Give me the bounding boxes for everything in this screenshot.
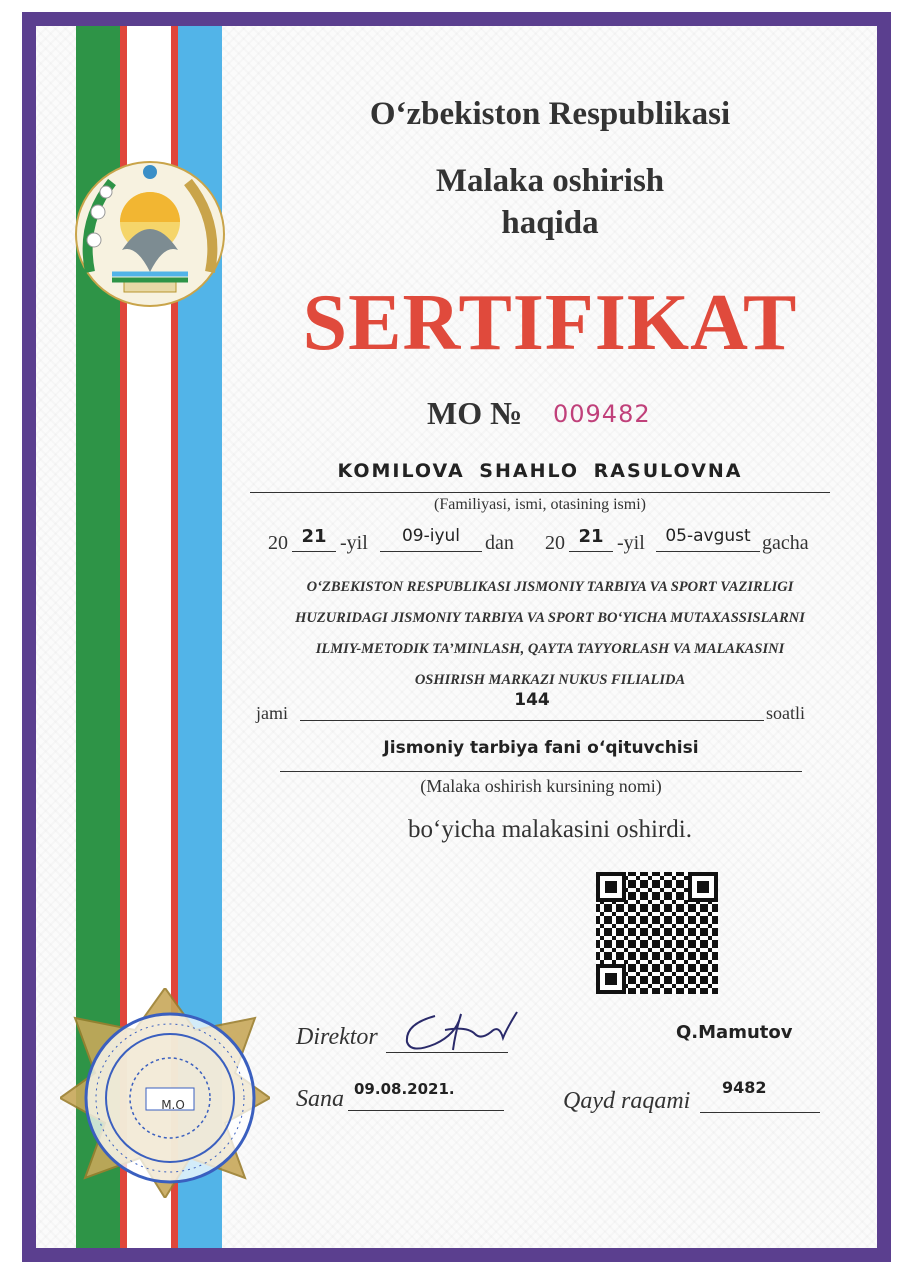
registration-label: Qayd raqami [563,1088,691,1114]
organization-line: OSHIRISH MARKAZI NUKUS FILIALIDA [414,672,686,688]
organization-line: HUZURIDAGI JISMONIY TARBIYA VA SPORT BO‘YICHA MUTAXASSISLARNI [295,610,805,626]
registration-underline [700,1112,820,1113]
date-label: Sana [296,1086,344,1112]
organization-line: O‘ZBEKISTON RESPUBLIKASI JISMONIY TARBIYA VA SPORT VAZIRLIGI [306,579,794,595]
date-underline [348,1110,504,1111]
seal-center-text: M.O [161,1098,185,1112]
seal-icon [60,988,270,1198]
yil-label-end: -yil [617,532,645,554]
subtitle-line-1: Malaka oshirish [435,163,665,199]
certificate-number: 009482 [553,400,651,428]
course-underline [280,771,802,772]
year-end: 21 [578,526,604,547]
emblem-icon [72,152,228,312]
year-prefix-end: 20 [545,532,565,554]
country-heading: O‘zbekiston Respublikasi [369,96,731,132]
year-start: 21 [301,526,327,547]
gacha-label: gacha [762,532,809,554]
certificate-title: SERTIFIKAT [302,279,798,367]
course-name: Jismoniy tarbiya fani o‘qituvchisi [383,738,699,758]
hours-underline [300,720,764,721]
date-start: 09-iyul [401,526,461,546]
closing-text: bo‘yicha malakasini oshirdi. [408,816,692,843]
year-start-line [292,551,336,552]
subtitle-heading [320,160,780,244]
name-underline [250,492,830,493]
director-name: Q.Mamutov [676,1022,793,1043]
director-label: Direktor [296,1024,378,1050]
issue-date: 09.08.2021. [354,1080,455,1098]
registration-number: 9482 [722,1078,767,1097]
yil-label-start: -yil [340,532,368,554]
year-end-line [569,551,613,552]
jami-label: jami [256,703,288,723]
date-end: 05-avgust [665,526,751,546]
number-label: MO № [427,395,523,431]
date-end-line [656,551,760,552]
organization-text [240,572,860,696]
dan-label: dan [485,532,514,554]
subtitle-line-2: haqida [501,205,599,241]
course-caption: (Malaka oshirish kursining nomi) [420,776,662,796]
hours-value: 144 [514,690,550,710]
qr-code-icon [596,872,718,994]
signature-icon [395,1004,525,1056]
recipient-name: KOMILOVA SHAHLO RASULOVNA [337,460,743,482]
date-start-line [380,551,482,552]
soatli-label: soatli [766,703,805,723]
name-caption: (Familiyasi, ismi, otasining ismi) [434,496,646,513]
organization-line: ILMIY-METODIK TA’MINLASH, QAYTA TAYYORLASH VA MALAKASINI [315,641,785,657]
year-prefix-start: 20 [268,532,288,554]
